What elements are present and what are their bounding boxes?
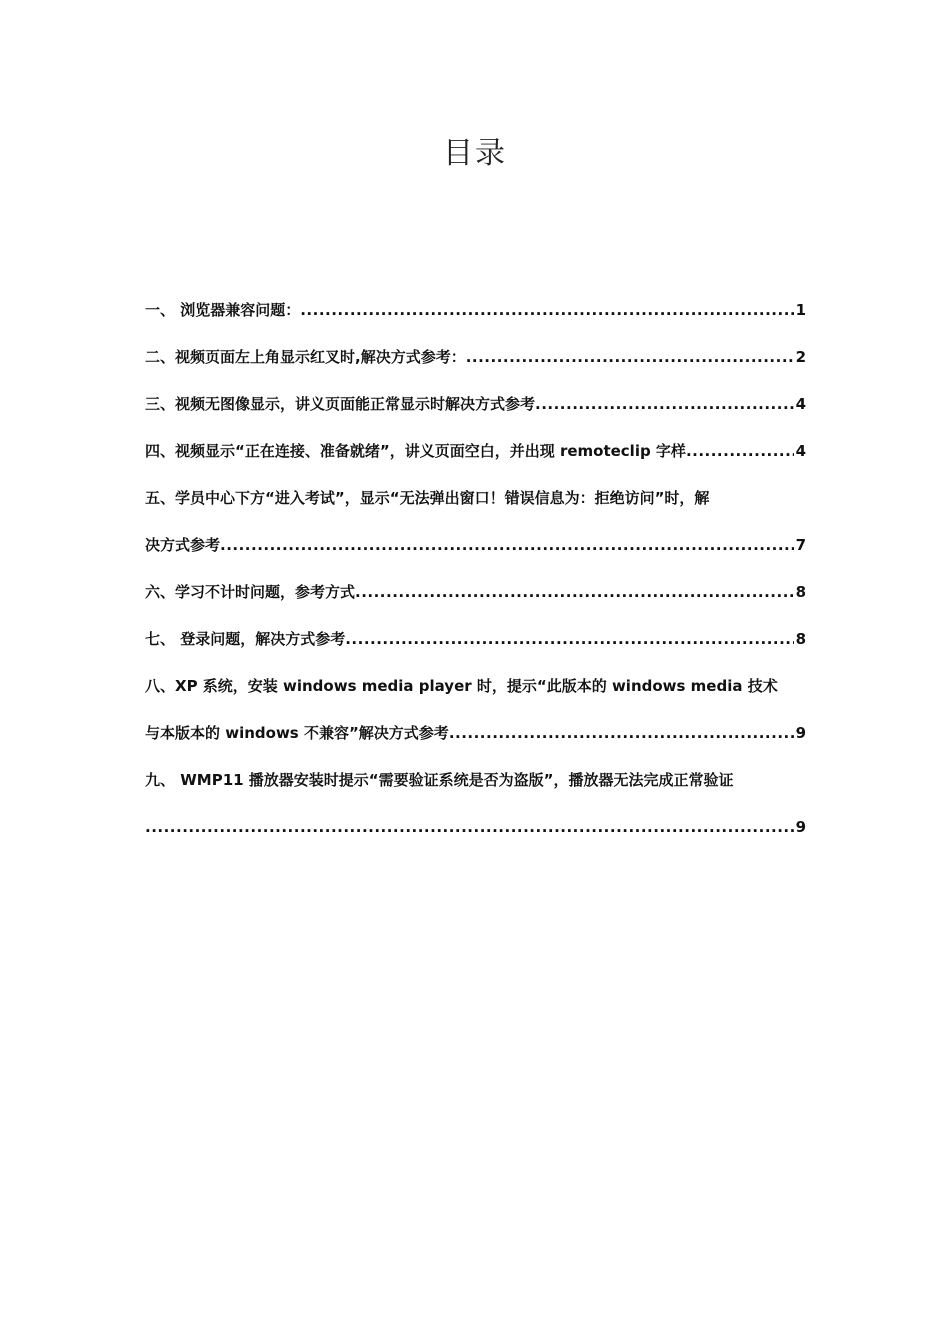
toc-entry-text: 六、学习不计时问题，参考方式 [145, 583, 356, 601]
toc-page-number: 1 [795, 301, 806, 319]
toc-entry-6[interactable] [145, 569, 806, 616]
toc-entry-text: 四、视频显示“正在连接、准备就绪”，讲义页面空白，并出现 remoteclip 字样 [145, 442, 686, 460]
dot-leader [220, 522, 794, 569]
dot-leader [355, 569, 794, 616]
toc-entry-text: 五、学员中心下方“进入考试”，显示“无法弹出窗口！错误信息为：拒绝访问”时，解 [145, 489, 710, 507]
toc-entry-text: 九、 WMP11 播放器安装时提示“需要验证系统是否为盗版”，播放器无法完成正常验证 [145, 771, 734, 789]
dot-leader [535, 381, 794, 428]
toc-entry-2[interactable] [145, 334, 806, 381]
dot-leader [345, 616, 793, 663]
toc-entry-1[interactable] [145, 287, 806, 334]
toc-entry-text: 八、XP 系统，安装 windows media player 时，提示“此版本的 windows media 技术 [145, 677, 778, 695]
toc-page-number: 2 [795, 348, 806, 366]
toc-page-number: 9 [795, 724, 806, 742]
toc-entry-4[interactable] [145, 428, 806, 475]
toc-page-number: 9 [795, 818, 806, 836]
toc-entry-text: 二、视频页面左上角显示红叉时,解决方式参考： [145, 348, 466, 366]
dot-leader [145, 804, 794, 851]
toc-page-number: 8 [795, 583, 806, 601]
page-title: 目录 [443, 136, 507, 171]
toc-entry-text: 一、 浏览器兼容问题： [145, 301, 301, 319]
toc-page-number: 8 [795, 630, 806, 648]
toc-entry-text-continued: 决方式参考 [145, 536, 221, 554]
toc-page-number: 4 [795, 395, 806, 413]
dot-leader [449, 710, 794, 757]
table-of-contents [145, 287, 806, 851]
toc-entry-text: 七、 登录问题，解决方式参考 [145, 630, 346, 648]
dot-leader [686, 428, 794, 475]
toc-entry-text-continued: 与本版本的 windows 不兼容”解决方式参考 [145, 724, 449, 742]
toc-entry-3[interactable] [145, 381, 806, 428]
toc-entry-9[interactable] [145, 757, 806, 851]
toc-page-number: 7 [795, 536, 806, 554]
toc-entry-8[interactable] [145, 663, 806, 757]
dot-leader [466, 334, 794, 381]
toc-page-number: 4 [795, 442, 806, 460]
toc-entry-text: 三、视频无图像显示，讲义页面能正常显示时解决方式参考 [145, 395, 536, 413]
toc-entry-5[interactable] [145, 475, 806, 569]
toc-entry-7[interactable] [145, 616, 806, 663]
dot-leader [300, 287, 793, 334]
